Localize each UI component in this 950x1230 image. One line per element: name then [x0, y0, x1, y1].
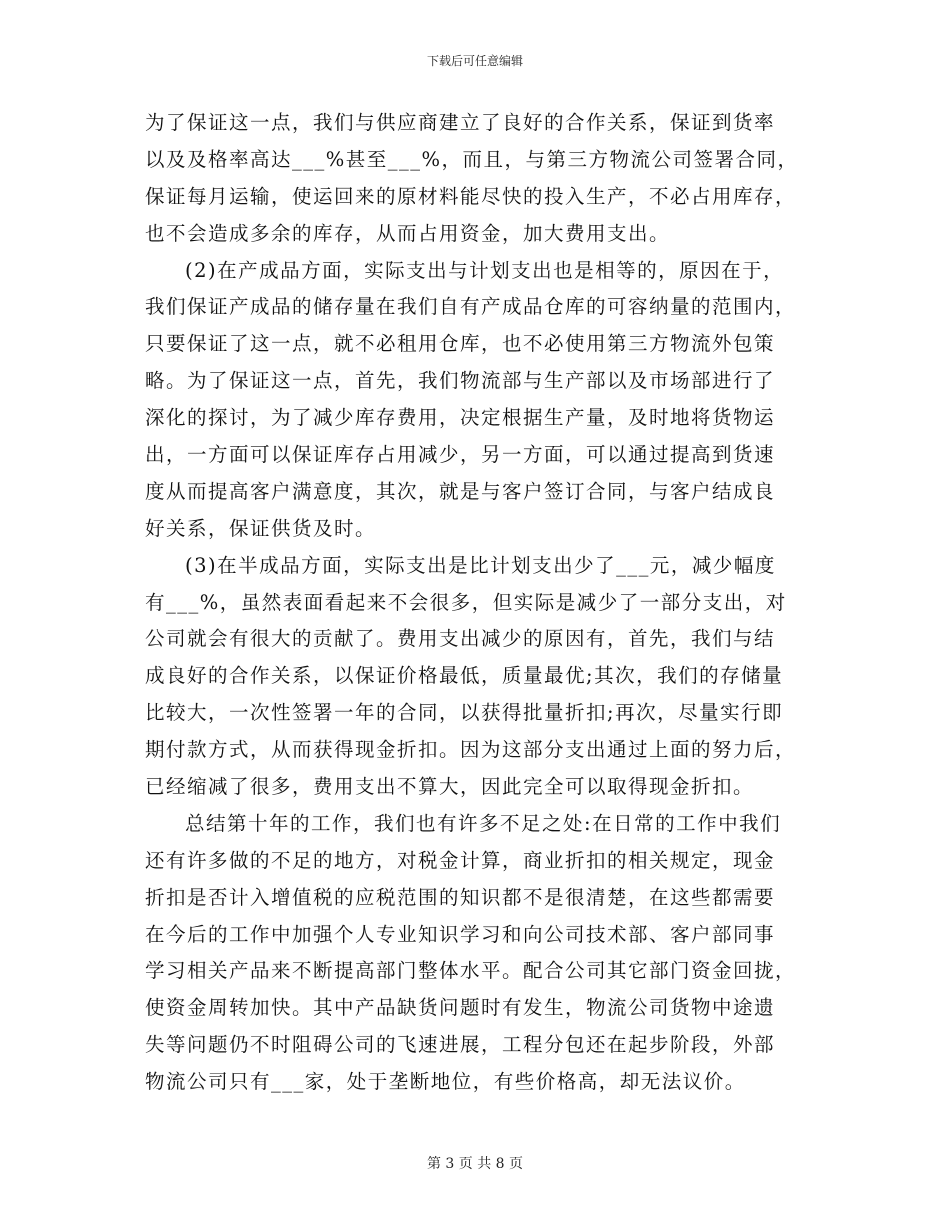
- text-line: 有___%，虽然表面看起来不会很多，但实际是减少了一部分支出，对: [145, 590, 787, 614]
- text-line: 深化的探讨，为了减少库存费用，决定根据生产量，及时地将货物运: [145, 406, 776, 430]
- text-line: 期付款方式，从而获得现金折扣。因为这部分支出通过上面的努力后，: [145, 738, 797, 762]
- text-line: 我们保证产成品的储存量在我们自有产成品仓库的可容纳量的范围内，: [145, 295, 797, 319]
- text-line: 成良好的合作关系，以保证价格最低，质量最优;其次，我们的存储量: [145, 664, 784, 688]
- text-line: 在今后的工作中加强个人专业知识学习和向公司技术部、客户部同事: [145, 922, 776, 946]
- text-line: 比较大，一次性签署一年的合同，以获得批量折扣;再次，尽量实行即: [145, 701, 784, 725]
- paragraph-start-line: (3)在半成品方面，实际支出是比计划支出少了___元，减少幅度: [185, 553, 776, 577]
- text-line: 为了保证这一点，我们与供应商建立了良好的合作关系，保证到货率: [145, 111, 776, 134]
- text-line: 以及及格率高达___%甚至___%，而且，与第三方物流公司签署合同，: [145, 147, 799, 171]
- text-line: 使资金周转加快。其中产品缺货问题时有发生，物流公司货物中途遗: [145, 996, 776, 1020]
- document-body: [145, 105, 805, 1101]
- text-line: 折扣是否计入增值税的应税范围的知识都不是很清楚，在这些都需要: [145, 885, 776, 909]
- text-line: 出，一方面可以保证库存占用减少，另一方面，可以通过提高到货速: [145, 443, 776, 467]
- text-line: 已经缩减了很多，费用支出不算大，因此完全可以取得现金折扣。: [145, 775, 755, 799]
- text-line: 只要保证了这一点，就不必租用仓库，也不必使用第三方物流外包策: [145, 332, 776, 356]
- text-line: 好关系，保证供货及时。: [145, 516, 377, 540]
- text-line: 还有许多做的不足的地方，对税金计算，商业折扣的相关规定，现金: [145, 848, 776, 872]
- text-line: 度从而提高客户满意度，其次，就是与客户签订合同，与客户结成良: [145, 479, 776, 503]
- paragraph-start-line: 总结第十年的工作，我们也有许多不足之处:在日常的工作中我们: [185, 811, 782, 835]
- text-line: 物流公司只有___家，处于垄断地位，有些价格高，却无法议价。: [145, 1070, 746, 1094]
- text-line: 保证每月运输，使运回来的原材料能尽快的投入生产，不必占用库存，: [145, 184, 797, 208]
- text-line: 略。为了保证这一点，首先，我们物流部与生产部以及市场部进行了: [145, 369, 776, 393]
- page-number: 第 3 页 共 8 页: [426, 1156, 524, 1172]
- text-line: 公司就会有很大的贡献了。费用支出减少的原因有，首先，我们与结: [145, 627, 776, 651]
- text-line: 失等问题仍不时阻碍公司的飞速进展，工程分包还在起步阶段，外部: [145, 1033, 776, 1057]
- paragraph-start-line: (2)在产成品方面，实际支出与计划支出也是相等的，原因在于，: [185, 258, 785, 282]
- page-header: 下载后可任意编辑: [426, 54, 523, 68]
- text-line: 也不会造成多余的库存，从而占用资金，加大费用支出。: [145, 221, 671, 245]
- text-line: 学习相关产品来不断提高部门整体水平。配合公司其它部门资金回拢，: [145, 959, 797, 983]
